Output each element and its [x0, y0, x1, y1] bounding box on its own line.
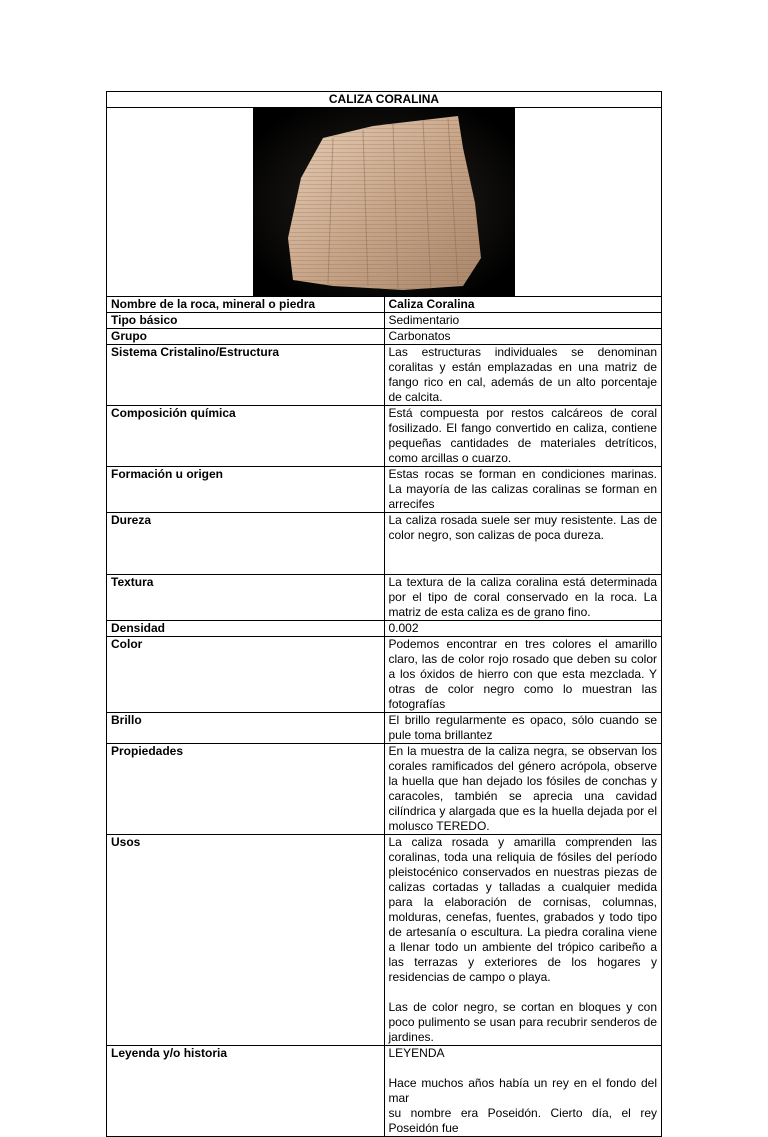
row-value: La caliza rosada suele ser muy resistente. Las de color negro, son calizas de poca dureza.	[384, 513, 662, 575]
row-label: Tipo básico	[107, 313, 385, 329]
row-label: Brillo	[107, 713, 385, 744]
table-row	[107, 345, 662, 406]
row-value: Sedimentario	[384, 313, 662, 329]
row-value: Las estructuras individuales se denominan coralitas y están emplazadas en una matriz de fango rico en cal, además de un alto porcentaje de calcita.	[384, 345, 662, 406]
row-label: Formación u origen	[107, 467, 385, 513]
table-row	[107, 513, 662, 575]
usos-paragraph-2: Las de color negro, se cortan en bloques y con poco pulimento se usan para recubrir senderos de jardines.	[388, 1000, 657, 1044]
rock-info-table	[106, 91, 662, 1137]
table-row	[107, 744, 662, 835]
row-value	[384, 1046, 662, 1137]
table-row	[107, 313, 662, 329]
row-label: Sistema Cristalino/Estructura	[107, 345, 385, 406]
row-value: Está compuesta por restos calcáreos de coral fosilizado. El fango convertido en caliza, contiene pequeñas cantidades de materiales detríticos, como arcillas o cuarzo.	[384, 406, 662, 467]
row-label: Composición química	[107, 406, 385, 467]
table-row	[107, 637, 662, 713]
row-label: Dureza	[107, 513, 385, 575]
row-value: El brillo regularmente es opaco, sólo cuando se pule toma brillantez	[384, 713, 662, 744]
legend-line-2: su nombre era Poseidón. Cierto día, el rey Poseidón fue	[388, 1106, 657, 1135]
table-row	[107, 575, 662, 621]
table-row	[107, 835, 662, 1046]
table-row	[107, 297, 662, 313]
row-value: Estas rocas se forman en condiciones marinas. La mayoría de las calizas coralinas se forman en arrecifes	[384, 467, 662, 513]
table-row	[107, 621, 662, 637]
row-label: Grupo	[107, 329, 385, 345]
row-label: Densidad	[107, 621, 385, 637]
row-value: Caliza Coralina	[384, 297, 662, 313]
row-label: Nombre de la roca, mineral o piedra	[107, 297, 385, 313]
row-value: La textura de la caliza coralina está determinada por el tipo de coral conservado en la roca. La matriz de esta caliza es de grano fino.	[384, 575, 662, 621]
row-label: Usos	[107, 835, 385, 1046]
table-title: CALIZA CORALINA	[107, 92, 662, 108]
row-label: Propiedades	[107, 744, 385, 835]
table-row	[107, 713, 662, 744]
row-value: 0.002	[384, 621, 662, 637]
legend-line-1: Hace muchos años había un rey en el fondo del mar	[388, 1076, 657, 1105]
image-row	[107, 108, 662, 297]
row-value: Podemos encontrar en tres colores el amarillo claro, las de color rojo rosado que deben su color a los óxidos de hierro con que esta mezclada. Y otras de color negro como lo muestran las fotografías	[384, 637, 662, 713]
legend-heading: LEYENDA	[388, 1046, 445, 1060]
row-value: Carbonatos	[384, 329, 662, 345]
table-row	[107, 406, 662, 467]
row-value: En la muestra de la caliza negra, se observan los corales ramificados del género acrópola, observe la huella que han dejado los fósiles de conchas y caracoles, también se aprecia una cavidad cilíndrica y alargada que es la huella dejada por el molusco TEREDO.	[384, 744, 662, 835]
table-row	[107, 1046, 662, 1137]
row-label: Textura	[107, 575, 385, 621]
row-value	[384, 835, 662, 1046]
row-label: Leyenda y/o historia	[107, 1046, 385, 1137]
table-row	[107, 467, 662, 513]
row-label: Color	[107, 637, 385, 713]
table-row	[107, 329, 662, 345]
coral-limestone-photo	[253, 108, 515, 296]
usos-paragraph-1: La caliza rosada y amarilla comprenden las coralinas, toda una reliquia de fósiles del período pleistocénico conservados en nuestras piezas de calizas cortadas y talladas a cualquier medida para la elaboración de cornisas, columnas, molduras, cenefas, fuentes, grabados y todo tipo de artesanía o escultura. La piedra coralina viene a llenar todo un ambiente del trópico caribeño a las terrazas y exteriores de los hogares y residencias de campo o playa.	[388, 835, 657, 984]
